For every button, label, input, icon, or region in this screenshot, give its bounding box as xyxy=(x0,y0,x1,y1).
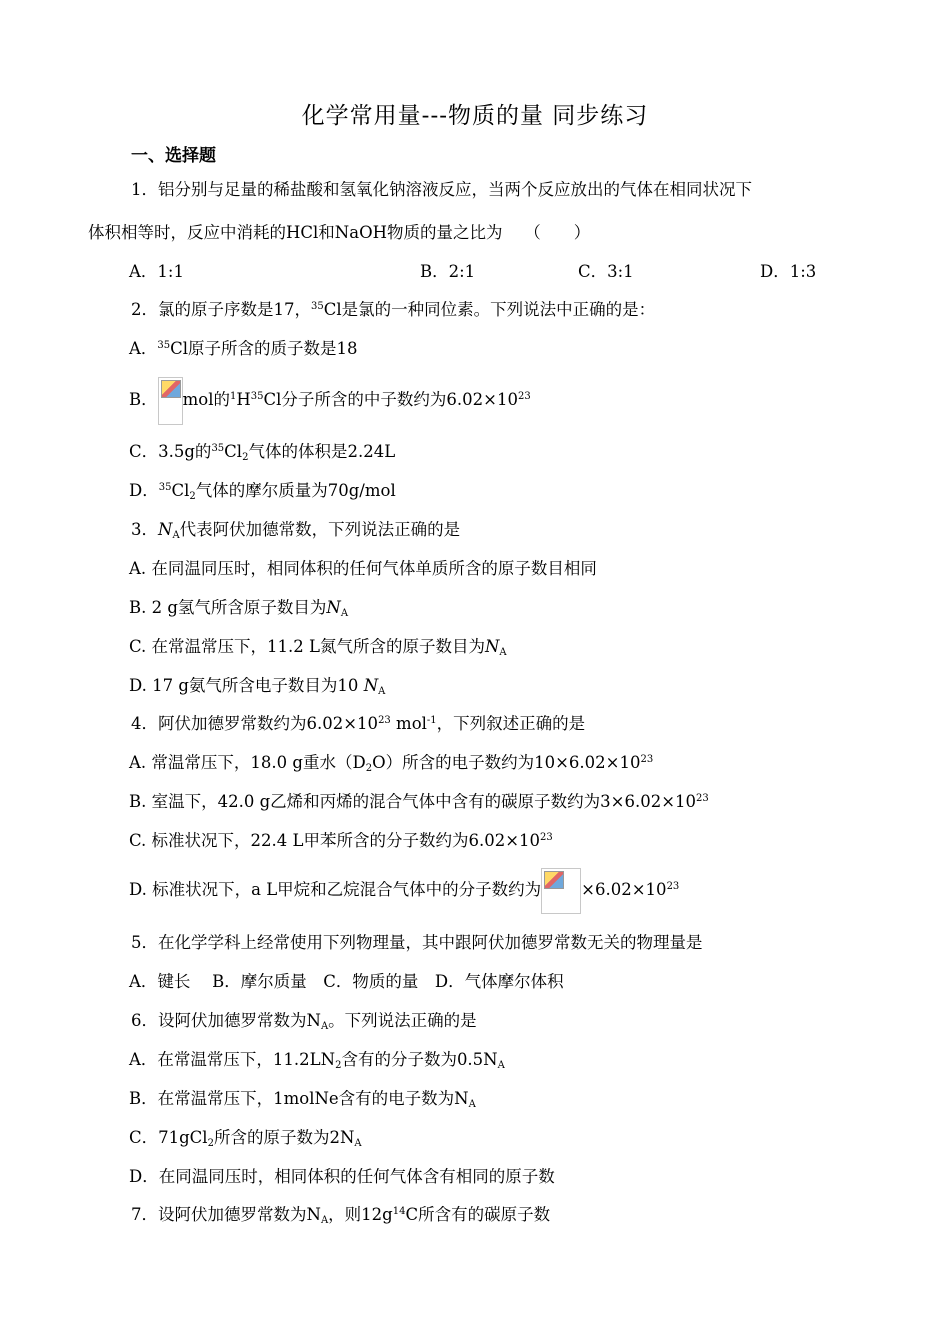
q1-option-c: C．3:1 xyxy=(578,262,634,281)
q6-c-text2: 所含的原子数为2N xyxy=(213,1128,355,1147)
q3-stem-num: 3． xyxy=(131,520,158,539)
q4-c-sup: 23 xyxy=(540,832,553,843)
q2-c-sup: 35 xyxy=(211,443,225,454)
q3-stem xyxy=(131,518,460,542)
q2-d-sub: 2 xyxy=(189,491,196,502)
q2-b-text3: Cl分子所含的中子数约为6.02×10 xyxy=(263,390,518,409)
q1-stem-line1: 1．铝分别与足量的稀盐酸和氢氧化钠溶液反应，当两个反应放出的气体在相同状况下 xyxy=(131,180,752,199)
q4-stem-text3: ，下列叙述正确的是 xyxy=(436,714,586,733)
q4-a-sub: 2 xyxy=(365,763,373,774)
q5-stem: 5．在化学学科上经常使用下列物理量，其中跟阿伏加德罗常数无关的物理量是 xyxy=(131,933,703,952)
q3-d-n: N xyxy=(363,676,379,695)
q4-stem-sup1: 23 xyxy=(378,715,391,726)
q2-a-label: A． xyxy=(129,339,158,358)
q3-stem-text: 代表阿伏加德常数，下列说法正确的是 xyxy=(179,520,461,539)
q4-stem-text1: 4．阿伏加德罗常数约为6.02×10 xyxy=(131,714,379,733)
q4-d-text2: ×6.02×10 xyxy=(581,880,667,899)
q4-c-text: C. 标准状况下，22.4 L甲苯所含的分子数约为6.02×10 xyxy=(129,831,541,850)
q7-stem-sup: 14 xyxy=(392,1206,406,1217)
q3-option-c xyxy=(129,635,507,659)
q3-c-sub: A xyxy=(499,647,507,658)
q6-stem-sub: A xyxy=(320,1021,329,1032)
q3-b-n: N xyxy=(326,598,341,617)
q4-stem xyxy=(131,712,585,736)
q5-options: A．键长 B．摩尔质量 C．物质的量 D．气体摩尔体积 xyxy=(129,972,564,991)
q6-option-c xyxy=(129,1126,362,1150)
q3-d-sub: A xyxy=(378,686,386,697)
q6-option-b xyxy=(129,1087,476,1111)
q6-a-sub2: A xyxy=(497,1060,505,1071)
q6-a-text1: A．在常温常压下，11.2LN xyxy=(129,1050,336,1069)
q4-option-c xyxy=(129,829,553,853)
q2-option-d xyxy=(129,479,396,503)
q2-d-label: D． xyxy=(129,481,159,500)
q3-stem-sub: A xyxy=(172,530,180,541)
q2-stem-text: 2．氯的原子序数是17， xyxy=(131,300,311,319)
q7-stem-sub: A xyxy=(320,1215,329,1226)
broken-image-icon xyxy=(158,377,183,425)
q2-a-text: Cl原子所含的质子数是18 xyxy=(170,339,358,358)
q3-b-text: B. 2 g氢气所含原子数目为 xyxy=(129,598,327,617)
q6-c-sub1: 2 xyxy=(207,1138,214,1149)
q2-c-text3: 气体的体积是2.24L xyxy=(248,442,396,461)
q7-stem-text3: C所含有的碳原子数 xyxy=(405,1205,551,1224)
q6-c-sub2: A xyxy=(354,1138,362,1149)
q4-stem-text2: mol xyxy=(390,714,427,733)
q4-b-sup: 23 xyxy=(696,793,709,804)
q2-option-b xyxy=(129,376,531,425)
q2-b-text2: H xyxy=(236,390,251,409)
q2-option-c xyxy=(129,440,395,464)
q2-stem xyxy=(131,298,655,322)
q4-option-d xyxy=(129,867,679,914)
q7-stem-text1: 7．设阿伏加德罗常数为N xyxy=(131,1205,321,1224)
page-title: 化学常用量---物质的量 同步练习 xyxy=(301,103,649,129)
q6-option-d: D．在同温同压时，相同体积的任何气体含有相同的原子数 xyxy=(129,1167,555,1186)
q2-b-sup3: 23 xyxy=(517,391,531,402)
q6-b-text: B．在常温常压下，1molNe含有的电子数为N xyxy=(129,1089,469,1108)
q2-b-label: B． xyxy=(129,390,158,409)
q6-option-a xyxy=(129,1048,505,1072)
q2-option-a xyxy=(129,337,358,361)
q4-option-b xyxy=(129,790,709,814)
q4-a-sup: 23 xyxy=(640,754,654,765)
q2-d-text2: 气体的摩尔质量为70g/mol xyxy=(195,481,396,500)
q4-option-a xyxy=(129,751,653,775)
q2-d-text1: Cl xyxy=(171,481,190,500)
q7-stem-text2: ，则12g xyxy=(328,1205,393,1224)
q3-d-text: D. 17 g氨气所含电子数目为10 xyxy=(129,676,364,695)
q4-stem-sup2: -1 xyxy=(426,715,437,726)
broken-image-icon xyxy=(541,868,581,914)
q6-b-sub: A xyxy=(468,1099,476,1110)
q4-d-sup: 23 xyxy=(666,881,680,892)
q3-c-text: C. 在常温常压下，11.2 L氮气所含的原子数目为 xyxy=(129,637,485,656)
q1-option-a: A．1:1 xyxy=(129,262,184,281)
q2-stem-text2: Cl是氯的一种同位素。下列说法中正确的是： xyxy=(323,300,656,319)
q3-c-n: N xyxy=(484,637,500,656)
q4-b-text: B. 室温下，42.0 g乙烯和丙烯的混合气体中含有的碳原子数约为3×6.02×10 xyxy=(129,792,697,811)
q1-option-d: D．1:3 xyxy=(760,262,817,281)
q4-d-text1: D. 标准状况下，a L甲烷和乙烷混合气体中的分子数约为 xyxy=(129,880,542,899)
section-heading: 一、选择题 xyxy=(131,146,216,166)
q6-stem-text1: 6．设阿伏加德罗常数为N xyxy=(131,1011,321,1030)
q6-stem xyxy=(131,1009,477,1033)
q3-option-d xyxy=(129,674,385,698)
q2-b-sup2: 35 xyxy=(250,391,264,402)
q7-stem xyxy=(131,1203,550,1227)
q2-c-text1: C．3.5g的 xyxy=(129,442,212,461)
q3-option-b xyxy=(129,596,348,620)
q6-a-text2: 含有的分子数为0.5N xyxy=(341,1050,498,1069)
q2-b-text1: mol的 xyxy=(182,390,230,409)
q2-c-sub: 2 xyxy=(242,452,249,463)
q4-a-text2: O）所含的电子数约为10×6.02×10 xyxy=(372,753,641,772)
q2-b-sup1: 1 xyxy=(230,391,237,402)
q2-c-text2: Cl xyxy=(224,442,243,461)
q2-stem-sup: 35 xyxy=(311,301,324,312)
q2-a-sup: 35 xyxy=(157,340,171,351)
q6-stem-text2: 。下列说法正确的是 xyxy=(328,1011,477,1030)
q3-option-a: A. 在同温同压时，相同体积的任何气体单质所含的原子数目相同 xyxy=(129,559,597,578)
q6-a-sub1: 2 xyxy=(335,1060,342,1071)
q4-a-text1: A. 常温常压下，18.0 g重水（D xyxy=(129,753,366,772)
q6-c-text1: C．71gCl xyxy=(129,1128,208,1147)
q3-stem-n: N xyxy=(158,520,173,539)
q1-stem-line2: 体积相等时，反应中消耗的HCl和NaOH物质的量之比为 （ ） xyxy=(88,223,591,242)
q1-option-b: B．2:1 xyxy=(420,262,476,281)
q2-d-sup: 35 xyxy=(158,482,172,493)
q3-b-sub: A xyxy=(340,608,349,619)
